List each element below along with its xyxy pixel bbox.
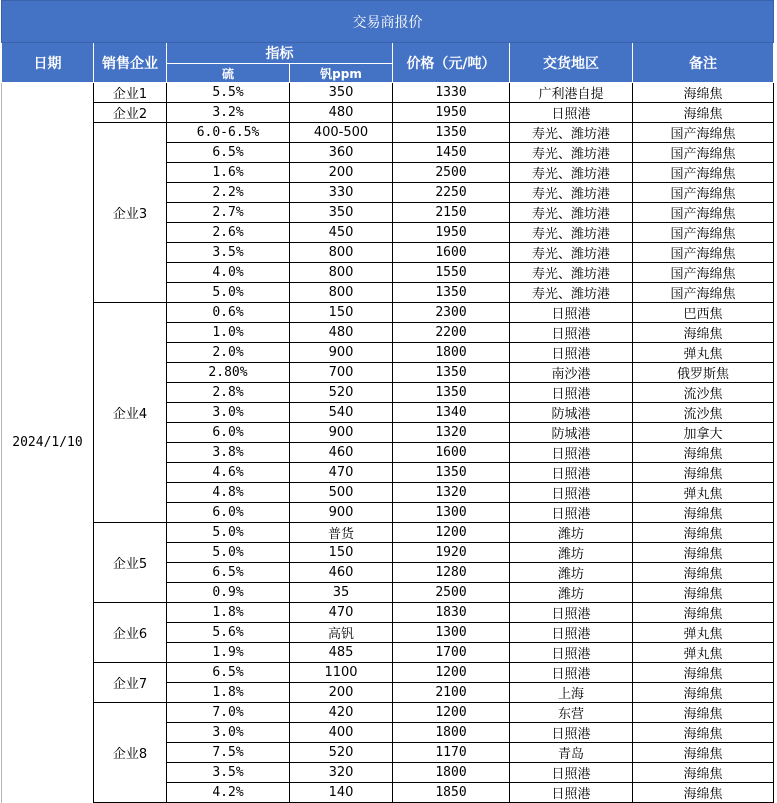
note-cell: 海绵焦 xyxy=(633,443,774,463)
price-cell: 1170 xyxy=(393,743,510,763)
delivery-cell: 上海 xyxy=(510,683,633,703)
vanadium-cell: 普货 xyxy=(290,523,393,543)
note-cell: 国产海绵焦 xyxy=(633,283,774,303)
price-cell: 2150 xyxy=(393,203,510,223)
sulfur-cell: 5.0% xyxy=(167,543,290,563)
vanadium-cell: 35 xyxy=(290,583,393,603)
vanadium-cell: 200 xyxy=(290,683,393,703)
price-cell: 1950 xyxy=(393,223,510,243)
vanadium-cell: 700 xyxy=(290,363,393,383)
sulfur-cell: 5.0% xyxy=(167,283,290,303)
price-cell: 1700 xyxy=(393,643,510,663)
note-cell: 海绵焦 xyxy=(633,83,774,103)
quote-table xyxy=(1,0,774,803)
vanadium-cell: 460 xyxy=(290,443,393,463)
price-cell: 1450 xyxy=(393,143,510,163)
vanadium-cell: 900 xyxy=(290,343,393,363)
price-cell: 2300 xyxy=(393,303,510,323)
vanadium-cell: 350 xyxy=(290,83,393,103)
note-cell: 流沙焦 xyxy=(633,383,774,403)
vanadium-cell: 高钒 xyxy=(290,623,393,643)
delivery-cell: 日照港 xyxy=(510,763,633,783)
note-cell: 海绵焦 xyxy=(633,323,774,343)
note-cell: 俄罗斯焦 xyxy=(633,363,774,383)
enterprise-cell: 企业3 xyxy=(94,123,167,303)
vanadium-cell: 400 xyxy=(290,723,393,743)
note-cell: 国产海绵焦 xyxy=(633,163,774,183)
vanadium-cell: 520 xyxy=(290,743,393,763)
sulfur-cell: 1.8% xyxy=(167,683,290,703)
table-row xyxy=(2,303,774,323)
price-cell: 1350 xyxy=(393,463,510,483)
delivery-cell: 日照港 xyxy=(510,323,633,343)
sulfur-cell: 2.8% xyxy=(167,383,290,403)
enterprise-cell: 企业6 xyxy=(94,603,167,663)
sulfur-cell: 2.80% xyxy=(167,363,290,383)
note-cell: 海绵焦 xyxy=(633,723,774,743)
sulfur-cell: 5.6% xyxy=(167,623,290,643)
delivery-cell: 日照港 xyxy=(510,383,633,403)
note-cell: 海绵焦 xyxy=(633,503,774,523)
vanadium-cell: 450 xyxy=(290,223,393,243)
price-cell: 1320 xyxy=(393,423,510,443)
delivery-cell: 日照港 xyxy=(510,603,633,623)
note-cell: 海绵焦 xyxy=(633,523,774,543)
vanadium-cell: 480 xyxy=(290,323,393,343)
delivery-cell: 广利港自提 xyxy=(510,83,633,103)
price-cell: 1300 xyxy=(393,503,510,523)
vanadium-cell: 150 xyxy=(290,543,393,563)
sulfur-cell: 3.0% xyxy=(167,723,290,743)
header-date: 日期 xyxy=(2,43,94,83)
delivery-cell: 日照港 xyxy=(510,503,633,523)
sulfur-cell: 6.0% xyxy=(167,503,290,523)
sulfur-cell: 6.5% xyxy=(167,563,290,583)
price-cell: 1280 xyxy=(393,563,510,583)
sulfur-cell: 3.5% xyxy=(167,763,290,783)
note-cell: 海绵焦 xyxy=(633,543,774,563)
delivery-cell: 寿光、潍坊港 xyxy=(510,223,633,243)
note-cell: 海绵焦 xyxy=(633,703,774,723)
header-sulfur: 硫 xyxy=(167,64,290,83)
sulfur-cell: 2.2% xyxy=(167,183,290,203)
table-row xyxy=(2,703,774,723)
note-cell: 加拿大 xyxy=(633,423,774,443)
note-cell: 海绵焦 xyxy=(633,103,774,123)
delivery-cell: 日照港 xyxy=(510,103,633,123)
sulfur-cell: 7.0% xyxy=(167,703,290,723)
sulfur-cell: 0.6% xyxy=(167,303,290,323)
delivery-cell: 日照港 xyxy=(510,623,633,643)
vanadium-cell: 460 xyxy=(290,563,393,583)
sulfur-cell: 2.7% xyxy=(167,203,290,223)
delivery-cell: 寿光、潍坊港 xyxy=(510,183,633,203)
sulfur-cell: 4.6% xyxy=(167,463,290,483)
note-cell: 海绵焦 xyxy=(633,583,774,603)
price-cell: 2500 xyxy=(393,583,510,603)
vanadium-cell: 350 xyxy=(290,203,393,223)
note-cell: 海绵焦 xyxy=(633,743,774,763)
delivery-cell: 潍坊 xyxy=(510,583,633,603)
sulfur-cell: 6.5% xyxy=(167,143,290,163)
sulfur-cell: 2.0% xyxy=(167,343,290,363)
vanadium-cell: 200 xyxy=(290,163,393,183)
sulfur-cell: 5.0% xyxy=(167,523,290,543)
price-cell: 1850 xyxy=(393,783,510,803)
vanadium-cell: 520 xyxy=(290,383,393,403)
delivery-cell: 日照港 xyxy=(510,643,633,663)
price-cell: 2500 xyxy=(393,163,510,183)
note-cell: 弹丸焦 xyxy=(633,623,774,643)
price-cell: 1200 xyxy=(393,663,510,683)
price-cell: 2200 xyxy=(393,323,510,343)
delivery-cell: 日照港 xyxy=(510,483,633,503)
sulfur-cell: 1.6% xyxy=(167,163,290,183)
price-cell: 1320 xyxy=(393,483,510,503)
price-cell: 1800 xyxy=(393,723,510,743)
price-cell: 1350 xyxy=(393,363,510,383)
note-cell: 国产海绵焦 xyxy=(633,243,774,263)
delivery-cell: 潍坊 xyxy=(510,543,633,563)
delivery-cell: 青岛 xyxy=(510,743,633,763)
table-body xyxy=(2,83,774,803)
note-cell: 国产海绵焦 xyxy=(633,203,774,223)
vanadium-cell: 150 xyxy=(290,303,393,323)
enterprise-cell: 企业1 xyxy=(94,83,167,103)
table-row xyxy=(2,123,774,143)
delivery-cell: 寿光、潍坊港 xyxy=(510,283,633,303)
vanadium-cell: 420 xyxy=(290,703,393,723)
sulfur-cell: 6.0-6.5% xyxy=(167,123,290,143)
note-cell: 海绵焦 xyxy=(633,683,774,703)
vanadium-cell: 500 xyxy=(290,483,393,503)
sulfur-cell: 2.6% xyxy=(167,223,290,243)
vanadium-cell: 900 xyxy=(290,503,393,523)
delivery-cell: 寿光、潍坊港 xyxy=(510,123,633,143)
price-cell: 2100 xyxy=(393,683,510,703)
enterprise-cell: 企业8 xyxy=(94,703,167,803)
price-cell: 1550 xyxy=(393,263,510,283)
sulfur-cell: 6.5% xyxy=(167,663,290,683)
delivery-cell: 东营 xyxy=(510,703,633,723)
enterprise-cell: 企业4 xyxy=(94,303,167,523)
note-cell: 弹丸焦 xyxy=(633,643,774,663)
vanadium-cell: 1100 xyxy=(290,663,393,683)
price-cell: 1350 xyxy=(393,383,510,403)
sulfur-cell: 4.2% xyxy=(167,783,290,803)
delivery-cell: 寿光、潍坊港 xyxy=(510,143,633,163)
table-row xyxy=(2,83,774,103)
delivery-cell: 日照港 xyxy=(510,303,633,323)
delivery-cell: 潍坊 xyxy=(510,563,633,583)
note-cell: 弹丸焦 xyxy=(633,483,774,503)
note-cell: 国产海绵焦 xyxy=(633,143,774,163)
note-cell: 海绵焦 xyxy=(633,663,774,683)
note-cell: 海绵焦 xyxy=(633,763,774,783)
header-price: 价格（元/吨） xyxy=(393,43,510,83)
price-cell: 1800 xyxy=(393,763,510,783)
table-row xyxy=(2,663,774,683)
delivery-cell: 日照港 xyxy=(510,723,633,743)
note-cell: 海绵焦 xyxy=(633,603,774,623)
price-cell: 2250 xyxy=(393,183,510,203)
sulfur-cell: 4.0% xyxy=(167,263,290,283)
price-cell: 1800 xyxy=(393,343,510,363)
sulfur-cell: 3.8% xyxy=(167,443,290,463)
note-cell: 流沙焦 xyxy=(633,403,774,423)
price-cell: 1830 xyxy=(393,603,510,623)
header-vanadium: 钒ppm xyxy=(290,64,393,83)
price-cell: 1950 xyxy=(393,103,510,123)
price-cell: 1200 xyxy=(393,703,510,723)
price-cell: 1350 xyxy=(393,283,510,303)
table-row xyxy=(2,523,774,543)
delivery-cell: 防城港 xyxy=(510,423,633,443)
note-cell: 国产海绵焦 xyxy=(633,223,774,243)
enterprise-cell: 企业5 xyxy=(94,523,167,603)
sulfur-cell: 3.2% xyxy=(167,103,290,123)
vanadium-cell: 480 xyxy=(290,103,393,123)
vanadium-cell: 360 xyxy=(290,143,393,163)
delivery-cell: 日照港 xyxy=(510,663,633,683)
vanadium-cell: 900 xyxy=(290,423,393,443)
vanadium-cell: 470 xyxy=(290,603,393,623)
delivery-cell: 寿光、潍坊港 xyxy=(510,243,633,263)
vanadium-cell: 320 xyxy=(290,763,393,783)
delivery-cell: 南沙港 xyxy=(510,363,633,383)
note-cell: 巴西焦 xyxy=(633,303,774,323)
enterprise-cell: 企业2 xyxy=(94,103,167,123)
delivery-cell: 日照港 xyxy=(510,783,633,803)
sulfur-cell: 1.8% xyxy=(167,603,290,623)
delivery-cell: 日照港 xyxy=(510,463,633,483)
vanadium-cell: 470 xyxy=(290,463,393,483)
sulfur-cell: 0.9% xyxy=(167,583,290,603)
sulfur-cell: 5.5% xyxy=(167,83,290,103)
delivery-cell: 寿光、潍坊港 xyxy=(510,203,633,223)
price-cell: 1200 xyxy=(393,523,510,543)
note-cell: 国产海绵焦 xyxy=(633,123,774,143)
note-cell: 海绵焦 xyxy=(633,783,774,803)
sulfur-cell: 1.9% xyxy=(167,643,290,663)
price-cell: 1920 xyxy=(393,543,510,563)
price-cell: 1340 xyxy=(393,403,510,423)
price-cell: 1600 xyxy=(393,243,510,263)
header-delivery: 交货地区 xyxy=(510,43,633,83)
delivery-cell: 潍坊 xyxy=(510,523,633,543)
date-cell: 2024/1/10 xyxy=(2,83,94,803)
vanadium-cell: 330 xyxy=(290,183,393,203)
header-indicator: 指标 xyxy=(167,43,393,64)
vanadium-cell: 800 xyxy=(290,243,393,263)
note-cell: 弹丸焦 xyxy=(633,343,774,363)
sulfur-cell: 4.8% xyxy=(167,483,290,503)
delivery-cell: 寿光、潍坊港 xyxy=(510,263,633,283)
enterprise-cell: 企业7 xyxy=(94,663,167,703)
sulfur-cell: 6.0% xyxy=(167,423,290,443)
delivery-cell: 日照港 xyxy=(510,343,633,363)
table-row xyxy=(2,603,774,623)
note-cell: 海绵焦 xyxy=(633,463,774,483)
note-cell: 国产海绵焦 xyxy=(633,263,774,283)
table-title: 交易商报价 xyxy=(2,1,774,43)
delivery-cell: 日照港 xyxy=(510,443,633,463)
price-cell: 1330 xyxy=(393,83,510,103)
sulfur-cell: 7.5% xyxy=(167,743,290,763)
table-row xyxy=(2,103,774,123)
sulfur-cell: 1.0% xyxy=(167,323,290,343)
price-cell: 1300 xyxy=(393,623,510,643)
vanadium-cell: 800 xyxy=(290,283,393,303)
vanadium-cell: 140 xyxy=(290,783,393,803)
note-cell: 国产海绵焦 xyxy=(633,183,774,203)
note-cell: 海绵焦 xyxy=(633,563,774,583)
header-enterprise: 销售企业 xyxy=(94,43,167,83)
sulfur-cell: 3.5% xyxy=(167,243,290,263)
vanadium-cell: 485 xyxy=(290,643,393,663)
header-note: 备注 xyxy=(633,43,774,83)
delivery-cell: 寿光、潍坊港 xyxy=(510,163,633,183)
vanadium-cell: 540 xyxy=(290,403,393,423)
vanadium-cell: 800 xyxy=(290,263,393,283)
vanadium-cell: 400-500 xyxy=(290,123,393,143)
price-cell: 1350 xyxy=(393,123,510,143)
delivery-cell: 防城港 xyxy=(510,403,633,423)
sulfur-cell: 3.0% xyxy=(167,403,290,423)
price-cell: 1600 xyxy=(393,443,510,463)
